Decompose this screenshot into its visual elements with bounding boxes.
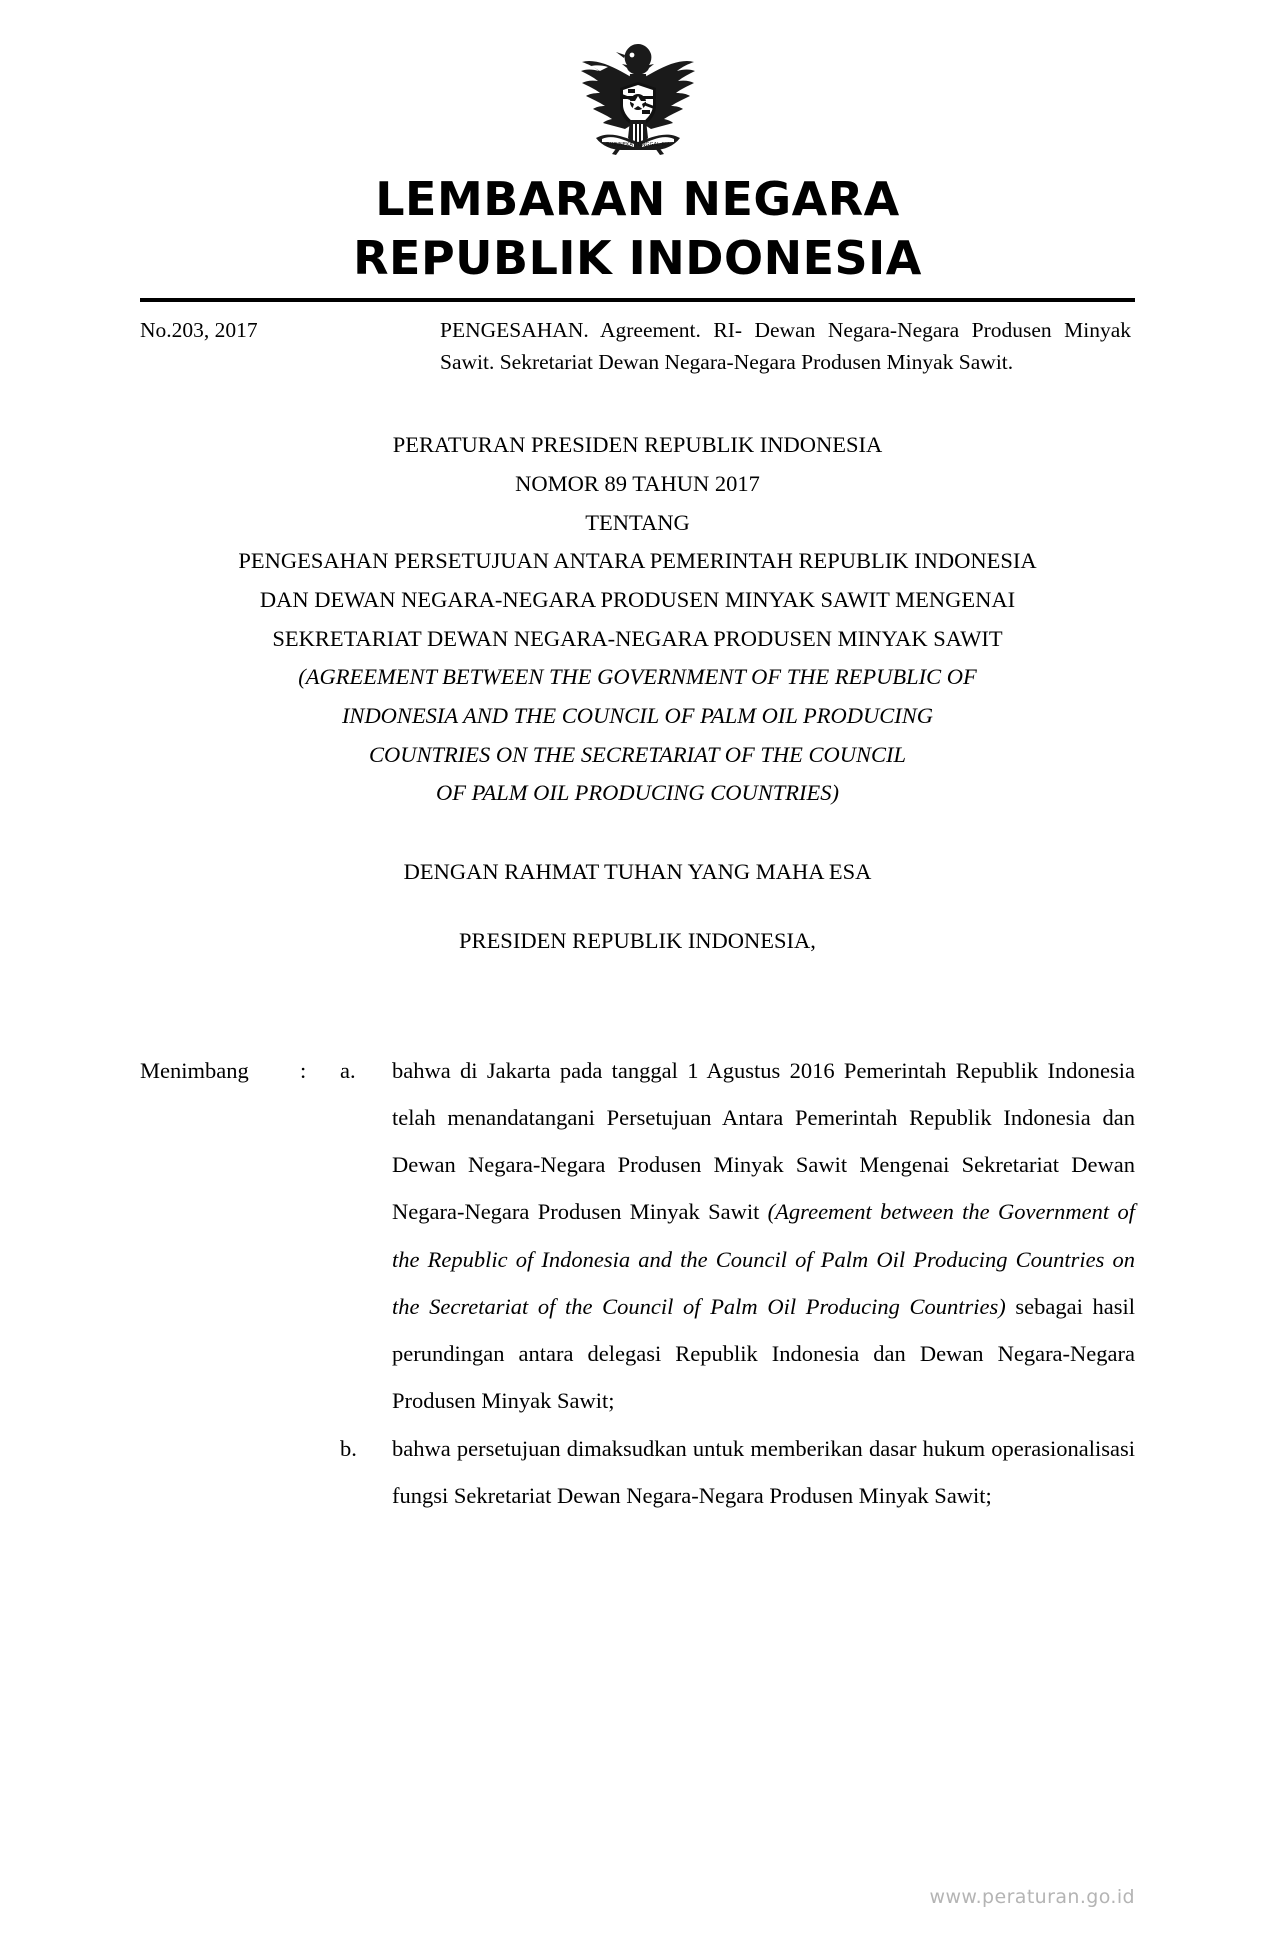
title-spacer-2 <box>140 892 1135 922</box>
blessing-line: DENGAN RAHMAT TUHAN YANG MAHA ESA <box>403 859 872 885</box>
consideration-a-part1: bahwa di Jakarta pada tanggal 1 Agustus 2016 Pemerintah Republik Indonesia telah menandatangani Persetujuan Antara Pemerintah Republik Indonesia dan Dewan Negara-Negara Produsen Minyak Sawit Mengenai Sekretariat Dewan Negara-Negara Produsen Minyak Sawit <box>392 1057 1135 1225</box>
title-line-4: PENGESAHAN PERSETUJUAN ANTARA PEMERINTAH REPUBLIK INDONESIA <box>238 548 1037 574</box>
title-english-line-4: OF PALM OIL PRODUCING COUNTRIES) <box>436 780 839 806</box>
masthead-line-1: LEMBARAN NEGARA <box>375 172 900 226</box>
consideration-text-a <box>392 1047 1135 1425</box>
signatory-line: PRESIDEN REPUBLIK INDONESIA, <box>459 927 816 953</box>
title-line-5: DAN DEWAN NEGARA-NEGARA PRODUSEN MINYAK SAWIT MENGENAI <box>259 587 1016 612</box>
header-meta-row <box>140 314 1135 379</box>
gazette-subject: PENGESAHAN. Agreement. RI- Dewan Negara-Negara Produsen Minyak Sawit. Sekretariat Dewan Negara-Negara Produsen Minyak Sawit. <box>440 317 1131 374</box>
header-divider <box>140 298 1135 302</box>
consideration-b-part1: bahwa persetujuan dimaksudkan untuk memberikan dasar hukum operasionalisasi fungsi Sekretariat Dewan Negara-Negara Produsen Minyak Sawit; <box>392 1435 1135 1508</box>
gazette-number: No.203, 2017 <box>140 317 258 342</box>
emblem-motto-text: BHINNEKA TUNGGAL IKA <box>605 142 670 148</box>
title-spacer-1 <box>140 813 1135 853</box>
consideration-letter-a: a. <box>340 1057 356 1083</box>
consideration-a-part2: sebagai hasil perundingan antara delegasi Republik Indonesia dan Dewan Negara-Negara Produsen Minyak Sawit; <box>392 1293 1136 1414</box>
regulation-type: PERATURAN PRESIDEN REPUBLIK INDONESIA <box>392 432 883 458</box>
title-english-line-1: (AGREEMENT BETWEEN THE GOVERNMENT OF THE REPUBLIC OF <box>298 664 977 690</box>
title-line-6: SEKRETARIAT DEWAN NEGARA-NEGARA PRODUSEN MINYAK SAWIT <box>272 625 1003 651</box>
about-label: TENTANG <box>585 509 690 535</box>
consideration-item-a <box>140 1047 1135 1425</box>
footer-watermark: www.peraturan.go.id <box>929 1886 1135 1908</box>
masthead <box>140 170 1135 288</box>
considerations-colon: : <box>300 1057 307 1083</box>
masthead-line-2: REPUBLIK INDONESIA <box>353 230 922 285</box>
consideration-item-b <box>140 1425 1135 1520</box>
title-block <box>140 426 1135 960</box>
regulation-number: NOMOR 89 TAHUN 2017 <box>515 470 760 496</box>
emblem-container <box>140 0 1135 164</box>
consideration-letter-b: b. <box>340 1435 357 1461</box>
title-english-line-3: COUNTRIES ON THE SECRETARIAT OF THE COUNCIL <box>368 741 907 767</box>
considerations-label: Menimbang <box>140 1057 249 1083</box>
considerations-section <box>140 1047 1135 1520</box>
consideration-a-italic: (Agreement between the Government of the Republic of Indonesia and the Council of Palm Oil Producing Countries on the Secretariat of the Council of Palm Oil Producing Countries) <box>392 1199 1135 1319</box>
consideration-text-b <box>392 1425 1135 1520</box>
title-english-line-2: INDONESIA AND THE COUNCIL OF PALM OIL PRODUCING <box>341 703 934 729</box>
garuda-pancasila-emblem <box>578 34 698 164</box>
